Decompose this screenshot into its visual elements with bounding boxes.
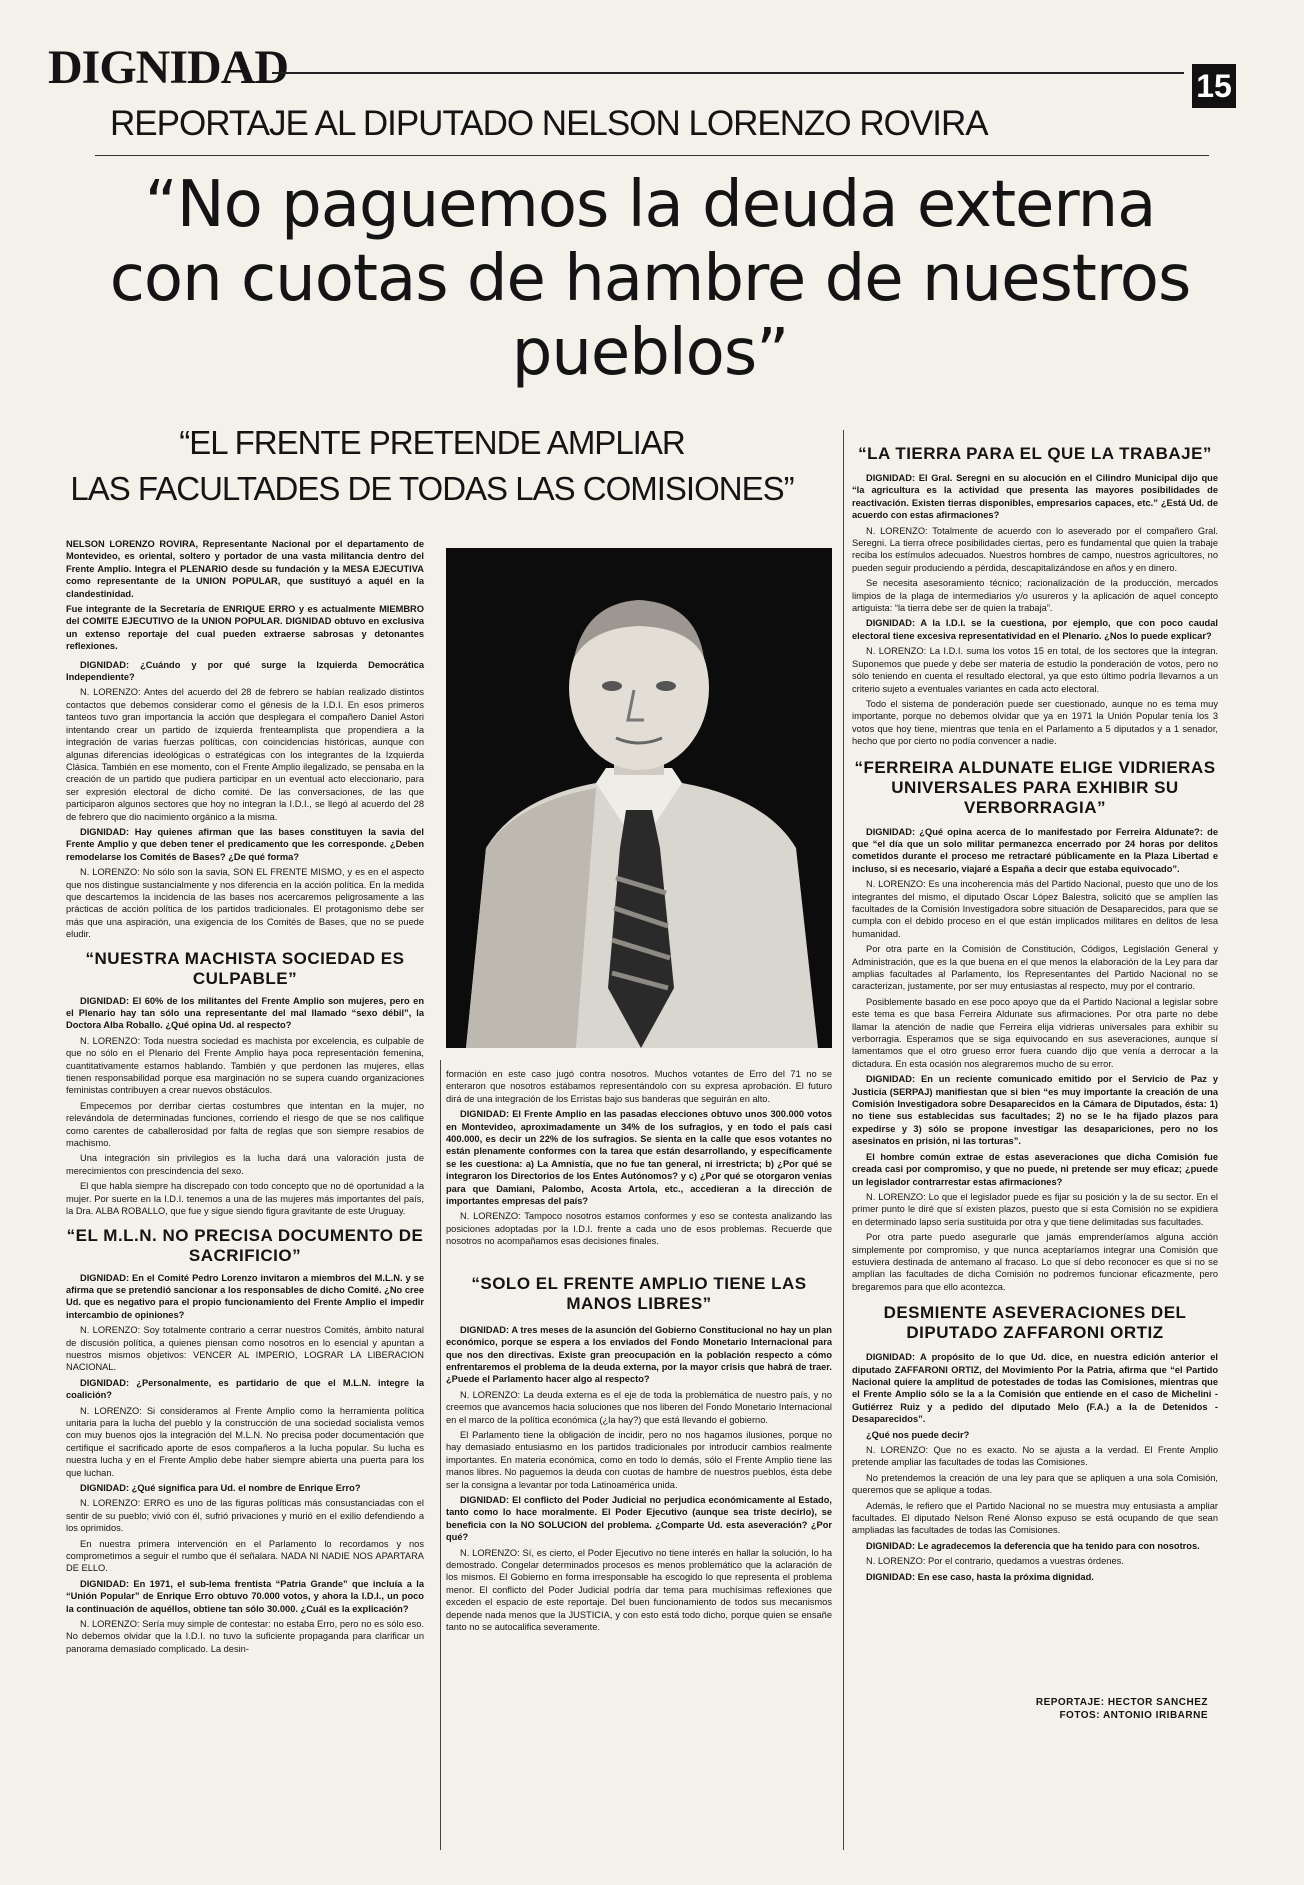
answer: N. LORENZO: Sería muy simple de contestar: no estaba Erro, pero no es sólo eso. No debemos olvidar que la I.D.I. no tuvo la suficiente propaganda para clarificar un panorama demasiado complicado. La desin- xyxy=(66,1619,424,1654)
page-number: 15 xyxy=(1192,64,1236,108)
question: DIGNIDAD: A propósito de lo que Ud. dice, en nuestra edición anterior el diputado ZAFFARONI ORTIZ, del Movimiento Por la Patria, afirma que “el Partido Nacional quiere la amplitud de potestades de todas las Comisiones, mientras que el Frente Amplio sólo se la a la Comisión que entiende en el caso de Michelini - Gutiérrez Ruiz y a pedido del diputado Melo (F.A.) a la de Detenidos - Desaparecidos”. xyxy=(852,1352,1218,1425)
question: DIGNIDAD: A tres meses de la asunción del Gobierno Constitucional no hay un plan económico, porque se espera a los enviados del Fondo Monetario Internacional para que nos den directivas. Existe gran preocupación en la población respecto a cómo enfrentaremos el problema de la deuda externa, por la mayor crisis que habrá de traer. ¿Puede el Parlamento hacer algo al respecto? xyxy=(446,1324,832,1385)
column-divider-left xyxy=(440,1060,441,1850)
answer: N. LORENZO: Por el contrario, quedamos a vuestras órdenes. xyxy=(866,1556,1124,1567)
question: DIGNIDAD: ¿Personalmente, es partidario de que el M.L.N. integre la coalición? xyxy=(66,1377,424,1401)
answer: N. LORENZO: Toda nuestra sociedad es machista por excelencia, es culpable de que no sólo en el Plenario del Frente Amplio haya poca representación femenina, cuantitativamente estamos hablando. También y que perdonen las mujeres, ellas tienen responsabilidad porque esa marginación no se supera cuando organizaciones feministas contribuyen a crear nuevos obstáculos. xyxy=(66,1035,424,1096)
subhead-block xyxy=(62,420,802,512)
question: DIGNIDAD: A la I.D.I. se la cuestiona, por ejemplo, que con poco caudal electoral tiene excesiva representatividad en el Plenario. ¿Nos lo puede explicar? xyxy=(852,618,1218,641)
answer: N. LORENZO: Si consideramos al Frente Amplio como la herramienta política unitaria para la lucha del pueblo y la construcción de una sociedad socialista vemos con muy buenos ojos la integración del M.L.N. No precisa poder documentación que certifique el sacrificado aporte de esos compañeros a la lucha popular. Su lucha es nuestra lucha y en el Frente Amplio debe haber siempre abierta una puerta para los que luchan. xyxy=(66,1405,424,1478)
column-1 xyxy=(66,538,424,1658)
section-heading-ferreira: “FERREIRA ALDUNATE ELIGE VIDRIERAS UNIVERSALES PARA EXHIBIR SU VERBORRAGIA” xyxy=(854,757,1216,817)
answer: N. LORENZO: La deuda externa es el eje de toda la problemática de nuestro país, y no creemos que avancemos hacia soluciones que nos liberen del Fondo Monetario Internacional en el marco de la política económica (¿la hay?) que está llevando el gobierno. xyxy=(446,1389,832,1425)
answer: N. LORENZO: Totalmente de acuerdo con lo aseverado por el compañero Gral. Seregni. La tierra ofrece posibilidades ciertas, pero es fundamental que quien la trabaje reciba los estímulos adecuados. Nuestros hombres de campo, nuestros agricultores, no pueden seguir produciendo a pérdida, descapitalizándose en años y en dinero. xyxy=(852,525,1218,573)
answer: N. LORENZO: Sí, es cierto, el Poder Ejecutivo no tiene interés en hallar la solución, lo ha demostrado. Congelar determinados procesos es menos problemático que la aclaración de los mismos. El Gobierno en forma irresponsable ha escogido lo que representa el problema menor. El conflicto del Poder Judicial podría dar tema para muchísimas reflexiones que exceden el espacio de este reportaje. Del buen funcionamiento de todos sus mecanismos depende nada menos que la JUSTICIA, y con esto está todo dicho, porque quien se ensañe tanto no se autocalifica severamente. xyxy=(446,1547,832,1633)
question: ¿Qué nos puede decir? xyxy=(866,1429,970,1440)
answer: N. LORENZO: Tampoco nosotros estamos conformes y eso se contesta analizando las posiciones adoptadas por la I.D.I. frente a cada uno de esos problemas. Recuerde que nosotros no acompañamos esas decisiones finales. xyxy=(446,1211,832,1247)
intro-paragraph: NELSON LORENZO ROVIRA, Representante Nacional por el departamento de Montevideo, es oriental, soltero y portador de una vasta militancia dentro del Frente Amplio. Integra el PLENARIO desde su fundación y la MESA EJECUTIVA como representante de la UNION POPULAR, que sustituyó a aquél en la clandestinidad. xyxy=(66,539,424,599)
portrait-illustration xyxy=(446,548,832,1048)
paragraph: No pretendemos la creación de una ley para que se apliquen a una sola Comisión, queremos que se aplique a todas. xyxy=(852,1472,1218,1496)
section-heading-manos-libres: “SOLO EL FRENTE AMPLIO TIENE LAS MANOS LIBRES” xyxy=(471,1273,807,1313)
article-kicker: REPORTAJE AL DIPUTADO NELSON LORENZO ROVIRA xyxy=(110,104,988,143)
question: DIGNIDAD: El Gral. Seregni en su alocución en el Cilindro Municipal dijo que “la agricultura es la actividad que presenta las mayores posibilidades de reactivación. Existen tierras disponibles, empresarios capaces, etc.” ¿Está Ud. de acuerdo con estas afirmaciones? xyxy=(852,473,1218,521)
question: DIGNIDAD: En 1971, el sub-lema frentista “Patria Grande” que incluía a la “Unión Popular” de Enrique Erro obtuvo 70.000 votos, y ahora la I.D.I., un poco la continuación de aquéllos, obtiene tan sólo 30.000. ¿Cuál es la explicación? xyxy=(66,1578,424,1614)
question: DIGNIDAD: En el Comité Pedro Lorenzo invitaron a miembros del M.L.N. y se afirma que se pretendió sancionar a los responsables de dicho Comité. ¿No cree Ud. que es negativo para el propio funcionamiento del Frente Amplio el impedir intercambio de opiniones? xyxy=(66,1272,424,1320)
paragraph: El que habla siempre ha discrepado con todo concepto que no dé oportunidad a la mujer. Por suerte en la I.D.I. tenemos a una de las mujeres más importantes del país, la Dra. ALBA ROBALLO, que fue y sigue siendo figura gravitante de este Uruguay. xyxy=(66,1181,424,1217)
question: DIGNIDAD: ¿Qué opina acerca de lo manifestado por Ferreira Aldunate?: de que “el día que un solo militar permanezca encerrado por 24 horas por delitos cometidos durante el proceso me retractaré públicamente en la Plaza Libertad e incluso, si es necesario, viajaré a España a decir que estaba equivocado”. xyxy=(852,826,1218,874)
subhead-line-2: LAS FACULTADES DE TODAS LAS COMISIONES” xyxy=(70,470,794,507)
paragraph: Todo el sistema de ponderación puede ser cuestionado, aunque no es tema muy importante, porque no debemos olvidar que ya en 1971 la Unión Popular tenía los 3 votos que hoy tiene, mientras que tenía en el Parlamento a 5 diputados y a 1 senador, hecho que por cierto no podía convencer a nadie. xyxy=(852,698,1218,747)
question: DIGNIDAD: El conflicto del Poder Judicial no perjudica económicamente al Estado, tanto como lo hace moralmente. El Poder Ejecutivo (aunque sea triste decirlo), se beneficia con la NO SOLUCION del problema. ¿Comparte Ud. esta aseveración? ¿Por qué? xyxy=(446,1494,832,1543)
section-heading-zaffaroni: DESMIENTE ASEVERACIONES DEL DIPUTADO ZAFFARONI ORTIZ xyxy=(883,1303,1187,1343)
answer: N. LORENZO: Soy totalmente contrario a cerrar nuestros Comités, ámbito natural de discusión política, a quienes piensan como nosotros en lo esencial y apuntan a nuestros mismos objetivos: VENCER AL IMPERIO, LOGRAR LA LIBERACION NACIONAL. xyxy=(66,1325,424,1373)
question: DIGNIDAD: El Frente Amplio en las pasadas elecciones obtuvo unos 300.000 votos en Montevideo, aproximadamente un 34% de los sufragios, y en todo el país casi 400.000, es decir un 22% de los sufragios. Se sienta en la calle que esos votantes no están plenamente conformes con la tarea que están desarrollando, y específicamente se les cuestiona: a) La Amnistía, que no fue tan general, ni irrestricta; b) ¿Por qué se integraron los Directorios de los Entes Autónomos? y c) ¿Por qué se otorgaron venias para que Damiani, Palombo, Acosta Artola, etc., accedieran a la dirección de importantes empresas del país? xyxy=(446,1109,832,1207)
question: DIGNIDAD: ¿Cuándo y por qué surge la Izquierda Democrática Independiente? xyxy=(66,659,424,683)
answer: N. LORENZO: No sólo son la savia, SON EL FRENTE MISMO, y es en el aspecto que nos distingue sustancialmente y nos diferencia en la acción política. En la medida que descartemos la incidencia de las bases nos acercaremos peligrosamente a las prácticas de acción política de los partidos tradicionales. El protagonismo debe ser más que una aspiración, una exigencia de los Comités de Bases, que no se puede eludir. xyxy=(66,867,424,940)
question: DIGNIDAD: Le agradecemos la deferencia que ha tenido para con nosotros. xyxy=(866,1540,1200,1551)
section-heading-machismo: “NUESTRA MACHISTA SOCIEDAD ES CULPABLE” xyxy=(85,948,405,988)
portrait-photo xyxy=(446,548,832,1048)
paragraph: Empecemos por derribar ciertas costumbres que intentan en la mujer, no relevándola de determinadas funciones, corriendo el riesgo de que se nos califique como carentes de caballerosidad por falta de reglas que son siempre resabios de machismo. xyxy=(66,1100,424,1149)
answer: N. LORENZO: La I.D.I. suma los votos 15 en total, de los sectores que la integran. Suponemos que puede y debe ser materia de estudio la ponderación de votos, pero no sólo teniendo en cuenta el resultado electoral, ya que esto último podría llevarnos a un criterio sujeto a eventuales variantes en cada acto electoral. xyxy=(852,646,1218,694)
answer: N. LORENZO: Que no es exacto. No se ajusta a la verdad. El Frente Amplio pretende ampliar las facultades de todas las Comisiones. xyxy=(852,1445,1218,1468)
paragraph: Además, le refiero que el Partido Nacional no se muestra muy entusiasta a ampliar facultades. El diputado Nelson René Alonso expuso se está ocupando de que sean ampliadas las facultades de todas las Comisiones. xyxy=(852,1500,1218,1536)
section-heading-mln: “EL M.L.N. NO PRECISA DOCUMENTO DE SACRIFICIO” xyxy=(66,1225,424,1265)
paragraph: En nuestra primera intervención en el Parlamento lo recordamos y nos comprometimos a seguir el rumbo que él señalara. NADA NI NADIE NOS APARTARA DE ELLO. xyxy=(66,1538,424,1574)
kicker-rule xyxy=(95,155,1209,156)
answer: N. LORENZO: ERRO es uno de las figuras políticas más consustanciadas con el sentir de su pueblo; vivió con él, sufrió privaciones y murió en el exilio defendiendo a los oprimidos. xyxy=(66,1498,424,1534)
paragraph: Por otra parte puedo asegurarle que jamás emprenderíamos alguna acción simplemente por compromiso, y que nunca aceptaríamos integrar una Comisión que estuviera destinada de antemano al fracaso. Lo que sí debo reconocer es que si no se amplían las facultades de dicha Comisión no podremos funcionar eficazmente, pero bregaremos para que ello acontezca. xyxy=(852,1232,1218,1292)
masthead-rule xyxy=(272,72,1184,74)
column-3 xyxy=(852,444,1218,1586)
paragraph: formación en este caso jugó contra nosotros. Muchos votantes de Erro del 71 no se enteraron que nosotros estábamos representándolo con su expresa aprobación. El futuro dirá de una integración de los Erristas bajo sus banderas que seguirán en alto. xyxy=(446,1069,832,1104)
answer: N. LORENZO: Lo que el legislador puede es fijar su posición y la de su sector. En el primer punto le diré que sí existen plazos, puesto que si esta Comisión no se expidiera en determinado lapso sería sustituida por otra y que tiene delimitadas sus facultades. xyxy=(852,1191,1218,1227)
paragraph: Una integración sin privilegios es la lucha dará una valoración justa de merecimientos con prescindencia del sexo. xyxy=(66,1153,424,1176)
paragraph: Se necesita asesoramiento técnico; racionalización de la producción, mercados limpios de la plaga de intermediarios y/o usureros y la aplicación de aquel concepto artiguista: “la tierra debe ser de quien la trabaja”. xyxy=(852,578,1218,614)
intro-paragraph: Fue integrante de la Secretaría de ENRIQUE ERRO y es actualmente MIEMBRO del COMITE EJECUTIVO de la UNION POPULAR. DIGNIDAD obtuvo en exclusiva un extenso reportaje del cual pueden extraerse sabrosas y detonantes reflexiones. xyxy=(66,604,424,652)
subhead-line-1: “EL FRENTE PRETENDE AMPLIAR xyxy=(179,424,685,461)
paragraph: El Parlamento tiene la obligación de incidir, pero no nos hagamos ilusiones, porque no hay demasiado entusiasmo en los partidos tradicionales por introducir cambios realmente importantes. En materia económica, como en todo lo demás, sólo el Frente Amplio tiene las manos libres. No paguemos la deuda con cuotas de hambre de nuestros pueblos, ésta debe ser la consigna a levantar por toda Latinoamérica unida. xyxy=(446,1429,832,1490)
credit-photos: FOTOS: ANTONIO IRIBARNE xyxy=(1059,1710,1208,1721)
question: El hombre común extrae de estas aseveraciones que dicha Comisión fue creada casi por compromiso, y que no puede, ni pretende ser muy eficaz; ¿puede un legislador contrarrestar estas afirmaciones? xyxy=(852,1151,1218,1187)
question: DIGNIDAD: En un reciente comunicado emitido por el Servicio de Paz y Justicia (SERPAJ) manifiestan que si bien “es muy importante la creación de una Comisión Investigadora sobre Desaparecidos en la Cámara de Diputados, ésta: 1) no tiene sus establecidas sus facultades; 2) no se le ha fijado plazos para expedirse y 3) sólo se propone investigar las desapariciones, pero no los asesinatos en prisión, ni las torturas”. xyxy=(852,1074,1218,1147)
credits xyxy=(1036,1696,1208,1722)
question: DIGNIDAD: En ese caso, hasta la próxima dignidad. xyxy=(866,1571,1094,1582)
column-2 xyxy=(446,1068,832,1636)
question: DIGNIDAD: El 60% de los militantes del Frente Amplio son mujeres, pero en el Plenario hay tan sólo una representante del mal llamado “sexo débil”, la Doctora Alba Roballo. ¿Qué opina Ud. al respecto? xyxy=(66,995,424,1031)
answer: N. LORENZO: Es una incoherencia más del Partido Nacional, puesto que uno de los integrantes del mismo, el diputado Oscar López Balestra, solicitó que se amplíen las facultades de la Comisión Investigadora sobre situación de Desaparecidos, para que se cumpla con el debido proceso en el que están implicados militares en delitos de lesa humanidad. xyxy=(852,879,1218,939)
masthead-title: DIGNIDAD xyxy=(48,41,289,94)
article-headline: “No paguemos la deuda externa con cuotas de hambre de nuestros pueblos” xyxy=(109,168,1191,390)
question: DIGNIDAD: Hay quienes afirman que las bases constituyen la savia del Frente Amplio y que deben tener el predicamento que les corresponde. ¿Deben remodelarse los Comités de Bases? ¿De qué forma? xyxy=(66,826,424,862)
paragraph: Posiblemente basado en ese poco apoyo que da el Partido Nacional a legislar sobre este tema es que basa Ferreira Aldunate sus afirmaciones. Por otra parte no debe llamar la atención de nadie que Ferreira elija vidrieras universales para exhibir su verborragia. Esperamos que se siga equivocando en sus aseveraciones, aunque sí lamentamos que el otro grueso error fuera cuando dijo que venía a derrocar a la dictadura. En esta ocasión nos alegraremos mucho de su error. xyxy=(852,996,1218,1069)
section-heading-tierra: “LA TIERRA PARA EL QUE LA TRABAJE” xyxy=(858,444,1212,463)
answer: N. LORENZO: Antes del acuerdo del 28 de febrero se habían realizado distintos contactos que debemos considerar como el génesis de la I.D.I. En esos primeros tanteos tuvo gran importancia la acción que desplegara el compañero Daniel Astori intentando crear un partido de izquierda frenteamplista que propendiera a la integración de varias fuerzas políticas, con coincidencias históricas, aunque con algunas diferencias ideológicas o estratégicas con los integrantes de la Izquierda Clásica. También en ese momento, con el Frente Amplio ilegalizado, se pensaba en la creación de un partido que pudiera participar en un eventual acto eleccionario, para ser expresión electoral de dicho comité. De las conversaciones, de las que participaron algunos sectores que hoy no integran la I.D.I., se llegó al acuerdo del 28 de febrero que dio nacimiento orgánico a la misma. xyxy=(66,687,424,822)
column-divider-right xyxy=(843,430,844,1850)
question: DIGNIDAD: ¿Qué significa para Ud. el nombre de Enrique Erro? xyxy=(80,1483,361,1493)
paragraph: Por otra parte en la Comisión de Constitución, Códigos, Legislación General y Administración, que es la que buena en el que menos la elaboración de la Ley para dar amplias facultades al Parlamento, los Representantes del Partido Nacional no se caracterizan, justamente, por ser muy entusiastas al respecto, muy por el contrario. xyxy=(852,944,1218,992)
credit-report: REPORTAJE: HECTOR SANCHEZ xyxy=(1035,1697,1208,1708)
